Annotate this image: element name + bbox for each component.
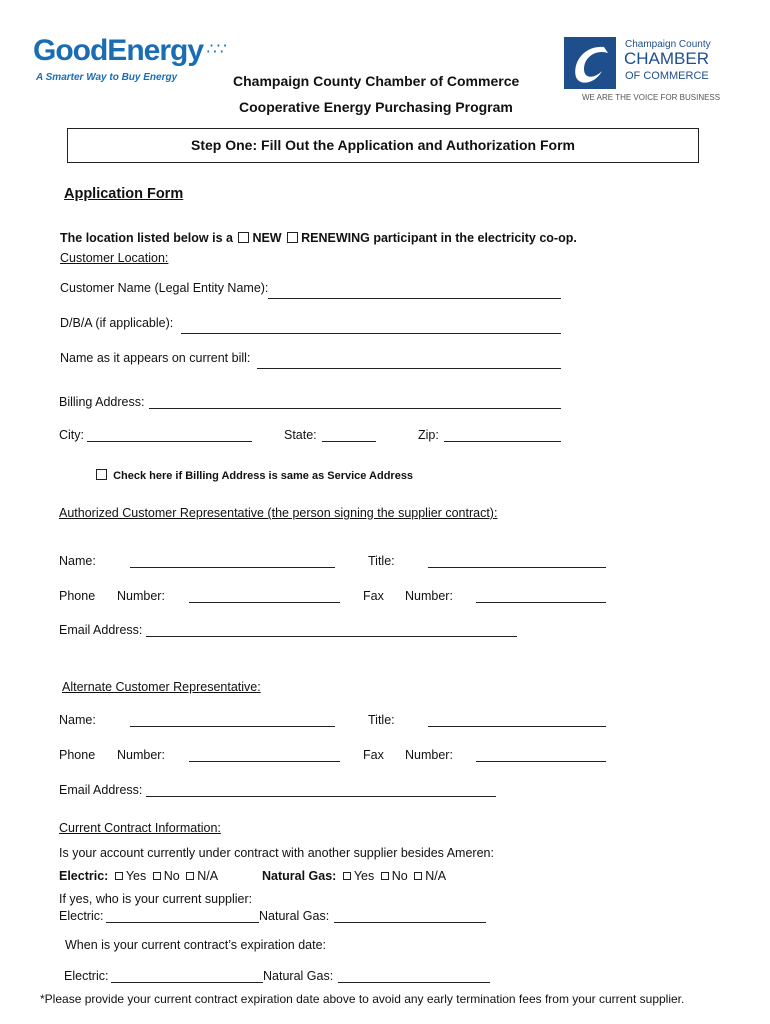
auth-email-field[interactable]	[146, 625, 517, 637]
electric-no-label: No	[163, 869, 180, 883]
customer-name-field[interactable]	[268, 287, 561, 299]
header-title-1: Champaign County Chamber of Commerce	[233, 73, 520, 89]
gas-yes-checkbox[interactable]	[343, 872, 351, 880]
electric-yes-label: Yes	[125, 869, 147, 883]
auth-fax-number-label: Number:	[405, 589, 453, 603]
electric-na-label: N/A	[197, 869, 219, 883]
alt-phone-number-label: Number:	[117, 748, 165, 762]
zip-label: Zip:	[418, 428, 439, 442]
auth-email-label: Email Address:	[59, 623, 143, 637]
gas-status-label: Natural Gas:	[262, 869, 337, 883]
participant-prefix: The location listed below is a	[60, 231, 233, 245]
alt-name-field[interactable]	[130, 715, 335, 727]
new-checkbox[interactable]	[238, 232, 249, 243]
expiration-gas-label: Natural Gas:	[263, 969, 334, 983]
gas-na-label: N/A	[425, 869, 447, 883]
footnote: *Please provide your current contract expiration date above to avoid any early termination fees from your current supplier.	[40, 992, 685, 1006]
auth-title-label: Title:	[368, 554, 395, 568]
auth-name-label: Name:	[59, 554, 96, 568]
zip-field[interactable]	[444, 430, 561, 442]
customer-location-heading: Customer Location:	[60, 251, 169, 265]
step-box-text: Step One: Fill Out the Application and Authorization Form	[191, 137, 575, 153]
chamber-line3: OF COMMERCE	[625, 70, 709, 82]
alt-title-field[interactable]	[428, 715, 606, 727]
gas-no-label: No	[391, 869, 408, 883]
state-label: State:	[284, 428, 317, 442]
electric-status-label: Electric:	[59, 869, 109, 883]
electric-no-checkbox[interactable]	[153, 872, 161, 880]
alt-email-field[interactable]	[146, 785, 496, 797]
form-title: Application Form	[64, 186, 184, 202]
alt-phone-field[interactable]	[189, 750, 340, 762]
chamber-logo	[564, 37, 616, 89]
alt-name-label: Name:	[59, 713, 96, 727]
step-box	[67, 128, 699, 163]
expiration-electric-field[interactable]	[111, 971, 263, 983]
alt-email-label: Email Address:	[59, 783, 143, 797]
auth-fax-label: Fax	[363, 589, 384, 603]
gas-na-checkbox[interactable]	[414, 872, 422, 880]
alt-fax-field[interactable]	[476, 750, 606, 762]
auth-name-field[interactable]	[130, 556, 335, 568]
auth-phone-number-label: Number:	[117, 589, 165, 603]
new-label: NEW	[252, 231, 282, 245]
gas-yes-label: Yes	[353, 869, 375, 883]
city-label: City:	[59, 428, 84, 442]
expiration-electric-label: Electric:	[64, 969, 109, 983]
gas-no-checkbox[interactable]	[381, 872, 389, 880]
auth-phone-label: Phone	[59, 589, 96, 603]
contract-heading: Current Contract Information:	[59, 821, 221, 835]
supplier-gas-label: Natural Gas:	[259, 909, 330, 923]
alt-fax-number-label: Number:	[405, 748, 453, 762]
expiration-question: When is your current contract’s expiration date:	[65, 938, 327, 952]
supplier-electric-label: Electric:	[59, 909, 104, 923]
chamber-line1: Champaign County	[625, 39, 711, 50]
chamber-swirl-icon	[564, 37, 616, 89]
billing-address-label: Billing Address:	[59, 395, 145, 409]
goodenergy-logo	[33, 34, 227, 68]
chamber-line2: CHAMBER	[624, 49, 710, 68]
dba-field[interactable]	[181, 322, 561, 334]
bill-name-label: Name as it appears on current bill:	[60, 351, 251, 365]
dba-label: D/B/A (if applicable):	[60, 316, 174, 330]
gas-status-row	[262, 869, 446, 883]
contract-status-row	[59, 869, 218, 883]
supplier-gas-field[interactable]	[334, 911, 486, 923]
participant-line	[60, 231, 577, 245]
auth-title-field[interactable]	[428, 556, 606, 568]
goodenergy-tagline: A Smarter Way to Buy Energy	[36, 72, 178, 83]
state-field[interactable]	[322, 430, 376, 442]
contract-question: Is your account currently under contract with another supplier besides Ameren:	[59, 846, 494, 860]
supplier-question: If yes, who is your current supplier:	[59, 892, 253, 906]
chamber-slogan: WE ARE THE VOICE FOR BUSINESS	[582, 93, 721, 102]
same-address-label: Check here if Billing Address is same as Service Address	[113, 470, 414, 482]
auth-fax-field[interactable]	[476, 591, 606, 603]
alternate-rep-heading: Alternate Customer Representative:	[62, 680, 261, 694]
electric-na-checkbox[interactable]	[186, 872, 194, 880]
header-title-2: Cooperative Energy Purchasing Program	[239, 99, 513, 115]
dots-icon: ∴∵	[206, 41, 227, 58]
goodenergy-brand: GoodEnergy	[33, 34, 204, 67]
electric-yes-checkbox[interactable]	[115, 872, 123, 880]
alt-title-label: Title:	[368, 713, 395, 727]
renewing-label: RENEWING participant in the electricity co-op.	[301, 231, 577, 245]
alt-fax-label: Fax	[363, 748, 384, 762]
same-address-row	[94, 469, 413, 482]
renewing-checkbox[interactable]	[287, 232, 298, 243]
customer-name-label: Customer Name (Legal Entity Name):	[60, 281, 269, 295]
billing-address-field[interactable]	[149, 397, 561, 409]
auth-phone-field[interactable]	[189, 591, 340, 603]
expiration-gas-field[interactable]	[338, 971, 490, 983]
bill-name-field[interactable]	[257, 357, 561, 369]
authorized-rep-heading: Authorized Customer Representative (the person signing the supplier contract):	[59, 506, 498, 520]
city-field[interactable]	[87, 430, 252, 442]
same-address-checkbox[interactable]	[96, 469, 107, 480]
alt-phone-label: Phone	[59, 748, 96, 762]
supplier-electric-field[interactable]	[106, 911, 259, 923]
